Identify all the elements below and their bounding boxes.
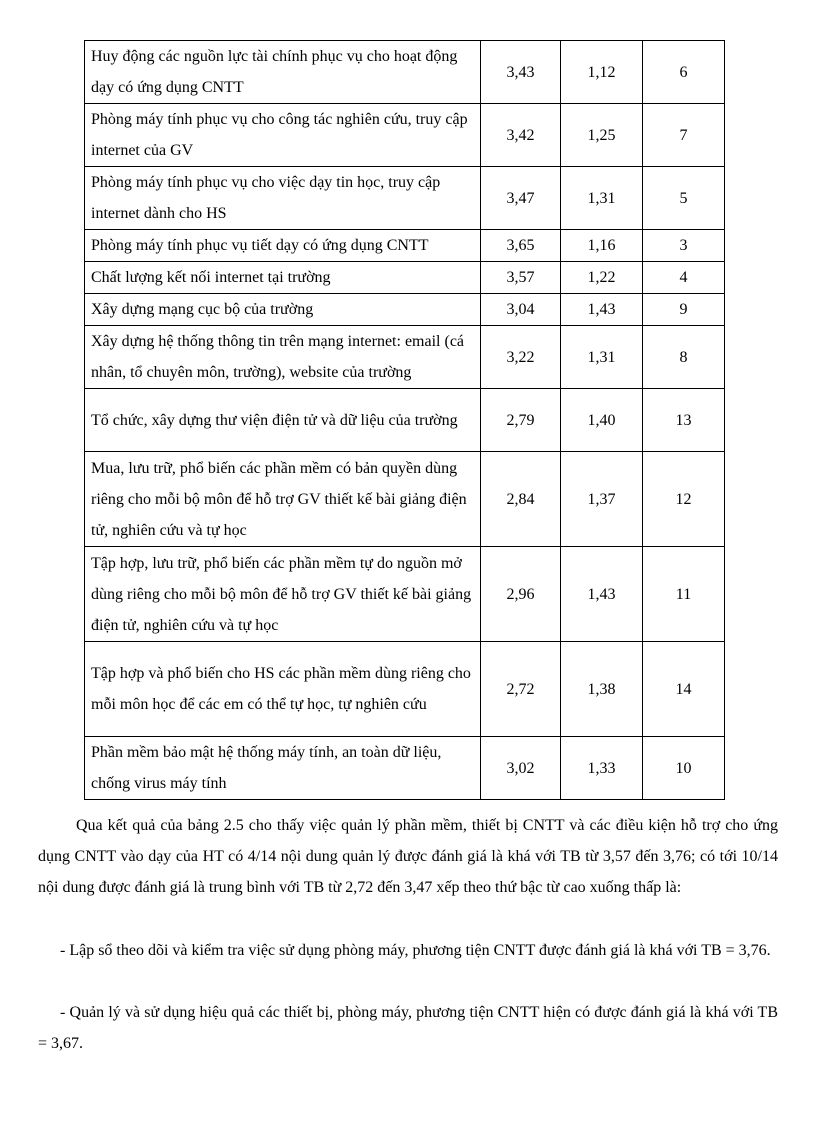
table-cell-content: Tổ chức, xây dựng thư viện điện tử và dữ liệu của trường (85, 389, 481, 452)
table-cell-rank: 3 (643, 230, 725, 262)
table-cell-content: Huy động các nguồn lực tài chính phục vụ cho hoạt động dạy có ứng dụng CNTT (85, 41, 481, 104)
table-cell-content: Phòng máy tính phục vụ tiết dạy có ứng dụng CNTT (85, 230, 481, 262)
table-cell-mean: 3,47 (481, 167, 561, 230)
table-cell-sd: 1,22 (561, 262, 643, 294)
table-cell-sd: 1,12 (561, 41, 643, 104)
table-cell-sd: 1,37 (561, 452, 643, 547)
table-cell-content: Xây dựng mạng cục bộ của trường (85, 294, 481, 326)
table-cell-sd: 1,31 (561, 326, 643, 389)
table-cell-mean: 2,84 (481, 452, 561, 547)
table-cell-sd: 1,16 (561, 230, 643, 262)
table-cell-mean: 2,72 (481, 642, 561, 737)
table-cell-mean: 3,57 (481, 262, 561, 294)
table-row (85, 262, 725, 294)
table-row (85, 230, 725, 262)
table-row (85, 737, 725, 800)
table-cell-rank: 9 (643, 294, 725, 326)
table-row (85, 452, 725, 547)
table-cell-rank: 10 (643, 737, 725, 800)
table-row (85, 547, 725, 642)
table-cell-sd: 1,38 (561, 642, 643, 737)
table-cell-mean: 2,79 (481, 389, 561, 452)
table-cell-mean: 3,22 (481, 326, 561, 389)
table-row (85, 167, 725, 230)
table-cell-sd: 1,31 (561, 167, 643, 230)
table-row (85, 294, 725, 326)
table-cell-rank: 11 (643, 547, 725, 642)
table-cell-content: Phòng máy tính phục vụ cho việc dạy tin học, truy cập internet dành cho HS (85, 167, 481, 230)
table-cell-sd: 1,40 (561, 389, 643, 452)
table-row (85, 642, 725, 737)
table-cell-rank: 13 (643, 389, 725, 452)
table-cell-content: Xây dựng hệ thống thông tin trên mạng internet: email (cá nhân, tổ chuyên môn, trường), website của trường (85, 326, 481, 389)
table-cell-content: Phòng máy tính phục vụ cho công tác nghiên cứu, truy cập internet của GV (85, 104, 481, 167)
table-cell-rank: 4 (643, 262, 725, 294)
analysis-paragraph: Qua kết quả của bảng 2.5 cho thấy việc quản lý phần mềm, thiết bị CNTT và các điều kiện hỗ trợ cho ứng dụng CNTT vào dạy của HT có 4/14 nội dung quản lý được đánh giá là khá với TB từ 3,57 đến 3,76; có tới 10/14 nội dung được đánh giá là trung bình với TB từ 2,72 đến 3,47 xếp theo thứ bậc từ cao xuống thấp là: (38, 817, 778, 896)
table-cell-rank: 12 (643, 452, 725, 547)
table-cell-content: Mua, lưu trữ, phổ biến các phần mềm có bản quyền dùng riêng cho mỗi bộ môn để hỗ trợ GV thiết kế bài giảng điện tử, nghiên cứu và tự học (85, 452, 481, 547)
table-cell-rank: 6 (643, 41, 725, 104)
table-cell-rank: 7 (643, 104, 725, 167)
table-cell-rank: 8 (643, 326, 725, 389)
table-cell-mean: 3,65 (481, 230, 561, 262)
table-cell-sd: 1,25 (561, 104, 643, 167)
table-cell-sd: 1,33 (561, 737, 643, 800)
evaluation-table (84, 40, 725, 800)
table-cell-content: Tập hợp, lưu trữ, phổ biến các phần mềm tự do nguồn mở dùng riêng cho mỗi bộ môn để hỗ trợ GV thiết kế bài giảng điện tử, nghiên cứu và tự học (85, 547, 481, 642)
bullet-paragraph-logbook: - Lập sổ theo dõi và kiểm tra việc sử dụng phòng máy, phương tiện CNTT được đánh giá là khá với TB = 3,76. (60, 942, 771, 959)
table-row (85, 326, 725, 389)
table-cell-mean: 3,43 (481, 41, 561, 104)
table-row (85, 389, 725, 452)
table-cell-mean: 3,42 (481, 104, 561, 167)
table-row (85, 41, 725, 104)
table-cell-sd: 1,43 (561, 294, 643, 326)
table-cell-mean: 2,96 (481, 547, 561, 642)
table-cell-rank: 14 (643, 642, 725, 737)
table-row (85, 104, 725, 167)
table-cell-content: Phần mềm bảo mật hệ thống máy tính, an toàn dữ liệu, chống virus máy tính (85, 737, 481, 800)
bullet-paragraph-equipment: - Quản lý và sử dụng hiệu quả các thiết bị, phòng máy, phương tiện CNTT hiện có được đánh giá là khá với TB = 3,67. (38, 1004, 778, 1052)
table-cell-content: Tập hợp và phổ biến cho HS các phần mềm dùng riêng cho mỗi môn học để các em có thể tự học, tự nghiên cứu (85, 642, 481, 737)
table-cell-mean: 3,02 (481, 737, 561, 800)
table-cell-sd: 1,43 (561, 547, 643, 642)
table-cell-content: Chất lượng kết nối internet tại trường (85, 262, 481, 294)
table-cell-rank: 5 (643, 167, 725, 230)
table-cell-mean: 3,04 (481, 294, 561, 326)
